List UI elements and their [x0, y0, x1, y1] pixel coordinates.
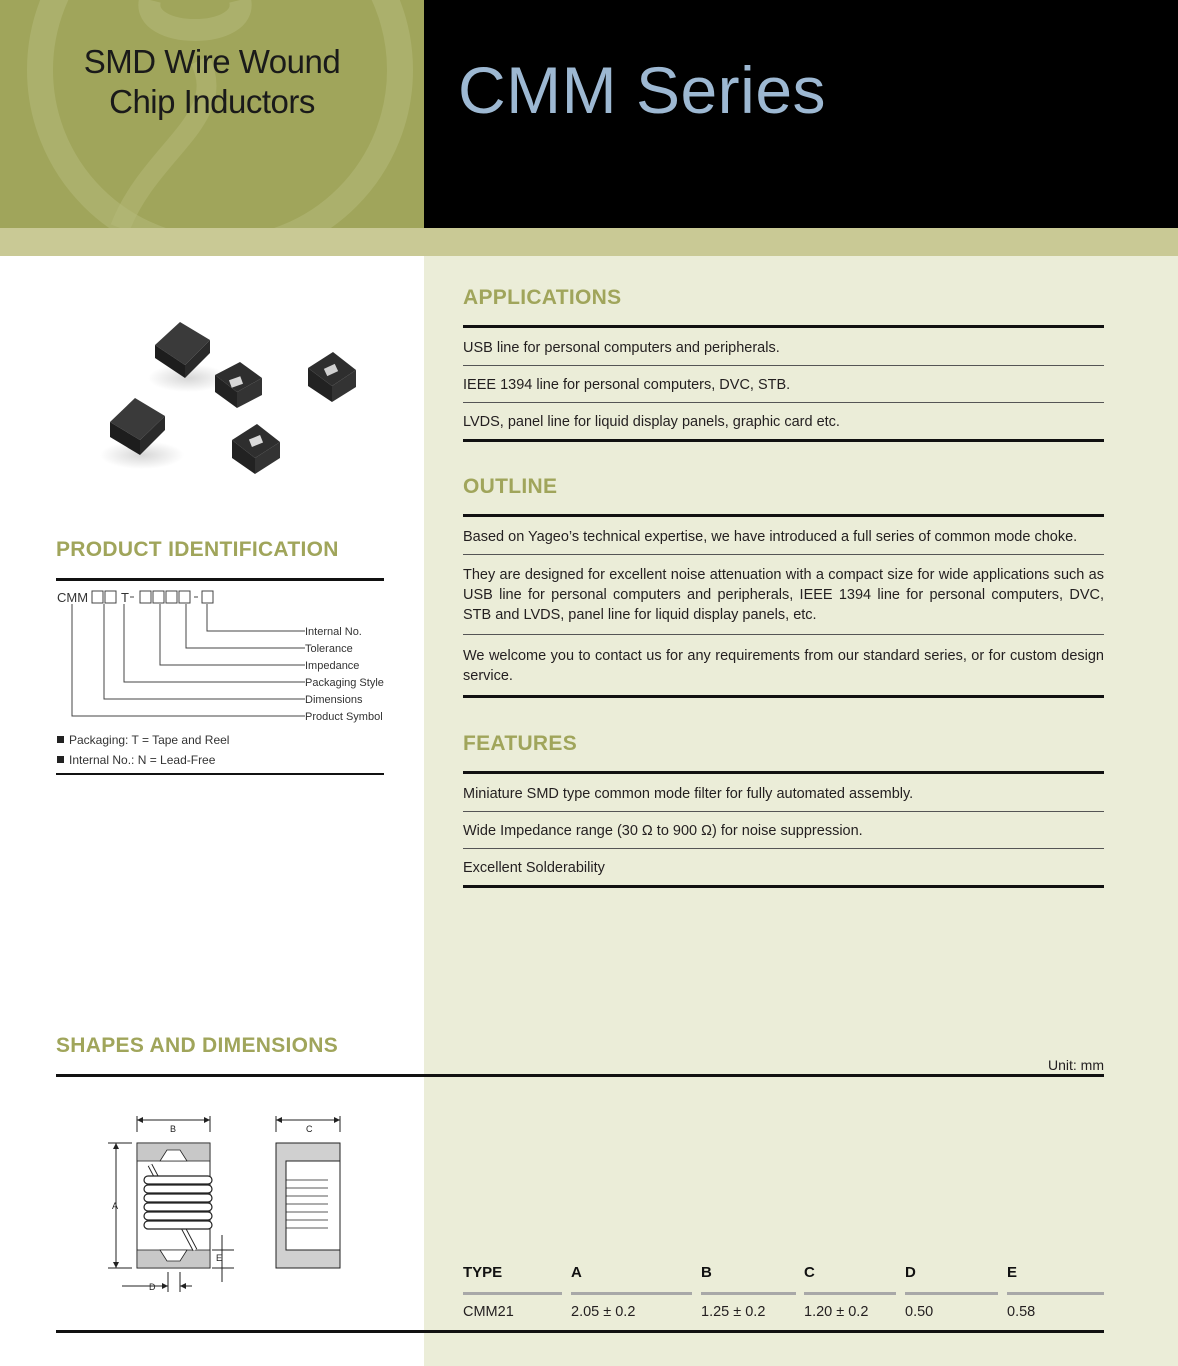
- outline-heading: OUTLINE: [463, 475, 558, 498]
- table-header-a: A: [571, 1264, 582, 1281]
- divider: [463, 771, 1104, 774]
- pid-label: Packaging Style: [305, 677, 384, 689]
- table-header-b: B: [701, 1264, 712, 1281]
- pid-note: [57, 733, 229, 747]
- pid-label: Tolerance: [305, 643, 353, 655]
- table-header-rule: [701, 1292, 796, 1295]
- product-identification-heading: PRODUCT IDENTIFICATION: [56, 538, 339, 561]
- series-title: CMM Series: [458, 53, 827, 127]
- pid-label: Internal No.: [305, 626, 362, 638]
- divider: [463, 325, 1104, 328]
- table-header-c: C: [804, 1264, 815, 1281]
- bullet-icon: [57, 736, 64, 743]
- features-heading: FEATURES: [463, 732, 578, 755]
- bullet-icon: [57, 756, 64, 763]
- pid-label: Impedance: [305, 660, 360, 672]
- table-cell: 1.20 ± 0.2: [804, 1304, 869, 1320]
- product-photo: [80, 300, 380, 510]
- divider: [463, 554, 1104, 555]
- dim-label-e: E: [216, 1253, 223, 1263]
- feature-item: Wide Impedance range (30 Ω to 900 Ω) for noise suppression.: [463, 823, 863, 839]
- table-header-rule: [1007, 1292, 1104, 1295]
- application-item: IEEE 1394 line for personal computers, DVC, STB.: [463, 377, 791, 393]
- code-prefix: CMM: [57, 590, 89, 605]
- table-header-e: E: [1007, 1264, 1018, 1281]
- divider: [463, 634, 1104, 635]
- application-item: USB line for personal computers and peripherals.: [463, 340, 780, 356]
- unit-label: Unit: mm: [1048, 1057, 1104, 1073]
- table-cell: 2.05 ± 0.2: [571, 1304, 636, 1320]
- pid-note-text: Internal No.: N = Lead-Free: [69, 753, 216, 767]
- divider: [463, 439, 1104, 442]
- outline-paragraph: Based on Yageo’s technical expertise, we have introduced a full series of common mode choke.: [463, 529, 1078, 545]
- divider: [463, 514, 1104, 517]
- header-subtitle-line1: SMD Wire Wound: [83, 43, 341, 80]
- applications-heading: APPLICATIONS: [463, 286, 622, 309]
- dim-label-d: D: [149, 1282, 156, 1292]
- header-title-block: [424, 0, 1178, 228]
- divider: [56, 773, 384, 775]
- table-header-rule: [463, 1292, 562, 1295]
- feature-item: Miniature SMD type common mode filter for fully automated assembly.: [463, 786, 914, 802]
- table-header-rule: [804, 1292, 896, 1295]
- divider: [463, 695, 1104, 698]
- table-cell: CMM21: [463, 1304, 514, 1320]
- dimension-drawing: [100, 1110, 360, 1300]
- pid-label: Product Symbol: [305, 711, 383, 723]
- divider: [463, 811, 1104, 812]
- table-cell: 0.58: [1007, 1304, 1036, 1320]
- header-brand-block: [0, 0, 424, 228]
- pid-note-text: Packaging: T = Tape and Reel: [69, 733, 230, 747]
- table-cell: 0.50: [905, 1304, 934, 1320]
- table-header-d: D: [905, 1264, 916, 1281]
- code-packaging-letter: T: [121, 590, 129, 605]
- divider: [56, 578, 384, 581]
- outline-paragraph: They are designed for excellent noise attenuation with a compact size for wide applications such as USB line for personal computers and peripherals, IEEE 1394 line for personal computers, DVC, STB and LVDS, panel line for liquid display panels, etc.: [463, 567, 1104, 623]
- pid-label: Dimensions: [305, 694, 363, 706]
- dim-label-b: B: [170, 1124, 177, 1134]
- application-item: LVDS, panel line for liquid display panels, graphic card etc.: [463, 414, 840, 430]
- table-header-rule: [571, 1292, 692, 1295]
- shapes-heading: SHAPES AND DIMENSIONS: [56, 1034, 339, 1057]
- header-band: [0, 228, 1178, 256]
- header-subtitle-line2: Chip Inductors: [109, 83, 315, 120]
- table-header-type: TYPE: [463, 1264, 503, 1281]
- table-cell: 1.25 ± 0.2: [701, 1304, 766, 1320]
- dim-label-a: A: [112, 1201, 119, 1211]
- outline-paragraph: We welcome you to contact us for any requirements from our standard series, or for custom design service.: [463, 648, 1104, 684]
- feature-item: Excellent Solderability: [463, 860, 605, 876]
- divider: [463, 365, 1104, 366]
- divider: [463, 885, 1104, 888]
- table-header-rule: [905, 1292, 998, 1295]
- divider: [463, 848, 1104, 849]
- divider: [56, 1074, 1104, 1077]
- dim-label-c: C: [306, 1124, 313, 1134]
- pid-note: [57, 753, 215, 767]
- divider: [463, 402, 1104, 403]
- divider: [56, 1330, 1104, 1333]
